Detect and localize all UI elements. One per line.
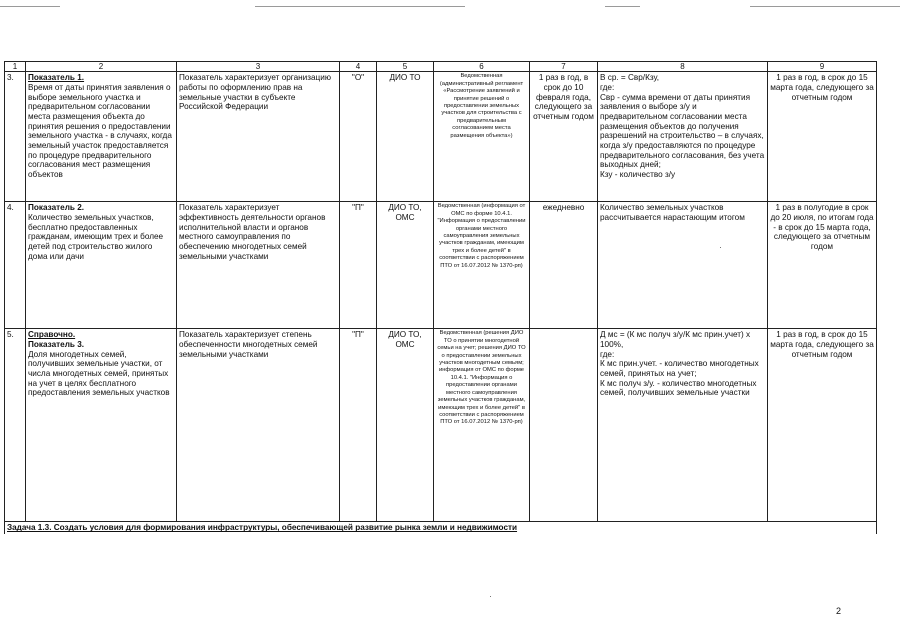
responsible-cell: ДИО ТО, ОМС bbox=[377, 329, 434, 522]
indicator-text: Время от даты принятия заявления о выборе земельного участка и предварительном согласовании места размещения объекта до принятия решения о предоставлении земельного участка - в случаях, когда земельный участок предоставляется по процедуре предварительного согласования мест размещения объектов bbox=[28, 83, 172, 180]
indicators-table bbox=[4, 61, 877, 534]
source-cell: Ведомственная (административный регламент «Рассмотрение заявлений и принятие решений о предоставлении земельных участков для строительства с предварительным согласованием места размещения объекта») bbox=[434, 72, 530, 202]
type-cell: "П" bbox=[340, 202, 377, 329]
method-line: К мс прин.учет. - количество многодетных семей, принятых на учет; bbox=[600, 359, 759, 379]
table-row bbox=[5, 329, 877, 522]
scan-speck bbox=[720, 247, 721, 248]
scan-top-line bbox=[750, 6, 900, 7]
frequency-cell: 1 раз в год, в срок до 10 февраля года, следующего за отчетным годом bbox=[530, 72, 598, 202]
deadline-cell: 1 раз в полугодие в срок до 20 июля, по итогам года - в срок до 15 марта года, следующего за отчетным годом bbox=[768, 202, 877, 329]
indicator-title: Показатель 2. bbox=[28, 203, 85, 213]
source-cell: Ведомственная (решения ДИО ТО о принятии многодетной семьи на учет; решения ДИО ТО о предоставлении земельных участков многодетным семьям; информация от ОМС по форме 10.4.1. "Информация о предоставлении органами местного самоуправления земельных участков гражданам, имеющим трех и более детей" в соответствии с распоряжением ПТО от 16.07.2012 № 1370-рп) bbox=[434, 329, 530, 522]
column-number: 8 bbox=[598, 62, 768, 72]
deadline-cell: 1 раз в год, в срок до 15 марта года, следующего за отчетным годом bbox=[768, 72, 877, 202]
source-cell: Ведомственная (информация от ОМС по форме 10.4.1. "Информация о предоставлении органами местного самоуправления земельных участков гражданам, имеющим трех и более детей" в соответствии с распоряжением ПТО от 16.07.2012 № 1370-рп) bbox=[434, 202, 530, 329]
method-line: В ср. = Свр/Кзу, bbox=[600, 73, 660, 83]
column-number: 3 bbox=[177, 62, 340, 72]
method-line: где: bbox=[600, 83, 615, 93]
indicator-text: Количество земельных участков, бесплатно предоставленных гражданам, имеющим трех и более детей под строительство жилого дома или дачи bbox=[28, 213, 164, 261]
method-line: Количество земельных участков рассчитывается нарастающим итогом bbox=[600, 203, 745, 223]
responsible-cell: ДИО ТО bbox=[377, 72, 434, 202]
characteristic-cell: Показатель характеризует эффективность деятельности органов исполнительной власти и органов местного самоуправления по обеспечению многодетных семей земельными участками bbox=[177, 202, 340, 329]
column-number: 9 bbox=[768, 62, 877, 72]
method-line: Д мс = (К мс получ з/у/К мс прин.учет) х 100%, bbox=[600, 330, 751, 350]
method-line: где: bbox=[600, 349, 615, 359]
deadline-cell: 1 раз в год, в срок до 15 марта года, следующего за отчетным годом bbox=[768, 329, 877, 522]
scan-top-line bbox=[605, 6, 640, 7]
table-row bbox=[5, 72, 877, 202]
indicator-subtitle: Показатель 3. bbox=[28, 340, 85, 350]
responsible-cell: ДИО ТО, ОМС bbox=[377, 202, 434, 329]
method-line: К мс получ з/у. - количество многодетных семей, получивших земельные участки bbox=[600, 378, 757, 398]
frequency-cell bbox=[530, 329, 598, 522]
indicator-text: Доля многодетных семей, получивших земельные участки, от числа многодетных семей, принятых на учет в целях бесплатного предоставления земельных участков bbox=[28, 349, 170, 398]
page-number: 2 bbox=[836, 606, 842, 616]
scan-top-line bbox=[0, 6, 60, 7]
task-row bbox=[5, 522, 877, 534]
row-number: 3. bbox=[5, 72, 26, 202]
indicator-title: Показатель 1. bbox=[28, 73, 85, 83]
column-number: 2 bbox=[26, 62, 177, 72]
column-number: 4 bbox=[340, 62, 377, 72]
indicator-cell bbox=[26, 72, 177, 202]
scan-top-line bbox=[255, 6, 465, 7]
column-number: 1 bbox=[5, 62, 26, 72]
frequency-cell: ежедневно bbox=[530, 202, 598, 329]
column-number: 6 bbox=[434, 62, 530, 72]
scan-speck bbox=[490, 596, 491, 597]
indicator-cell bbox=[26, 329, 177, 522]
method-cell bbox=[598, 202, 768, 329]
task-heading: Задача 1.3. Создать условия для формирования инфраструктуры, обеспечивающей развитие рынка земли и недвижимости bbox=[5, 522, 877, 534]
characteristic-cell: Показатель характеризует степень обеспеченности многодетных семей земельными участками bbox=[177, 329, 340, 522]
characteristic-cell: Показатель характеризует организацию работы по оформлению прав на земельные участки в субъекте Российской Федерации bbox=[177, 72, 340, 202]
method-cell bbox=[598, 329, 768, 522]
method-line: Кзу - количество з/у bbox=[600, 170, 676, 180]
column-number-row bbox=[5, 62, 877, 72]
method-cell bbox=[598, 72, 768, 202]
column-number: 7 bbox=[530, 62, 598, 72]
type-cell: "П" bbox=[340, 329, 377, 522]
column-number: 5 bbox=[377, 62, 434, 72]
table-row bbox=[5, 202, 877, 329]
row-number: 4. bbox=[5, 202, 26, 329]
type-cell: "О" bbox=[340, 72, 377, 202]
method-line: Свр - сумма времени от даты принятия заявления о выборе з/у и предварительном согласовании места размещения объектов до получения разрешений на строительство – в случаях, когда з/у предоставляются по процедуре предварительного согласования, без учета выходных дней; bbox=[600, 92, 765, 170]
indicator-title: Справочно. bbox=[28, 330, 76, 340]
indicator-cell bbox=[26, 202, 177, 329]
row-number: 5. bbox=[5, 329, 26, 522]
